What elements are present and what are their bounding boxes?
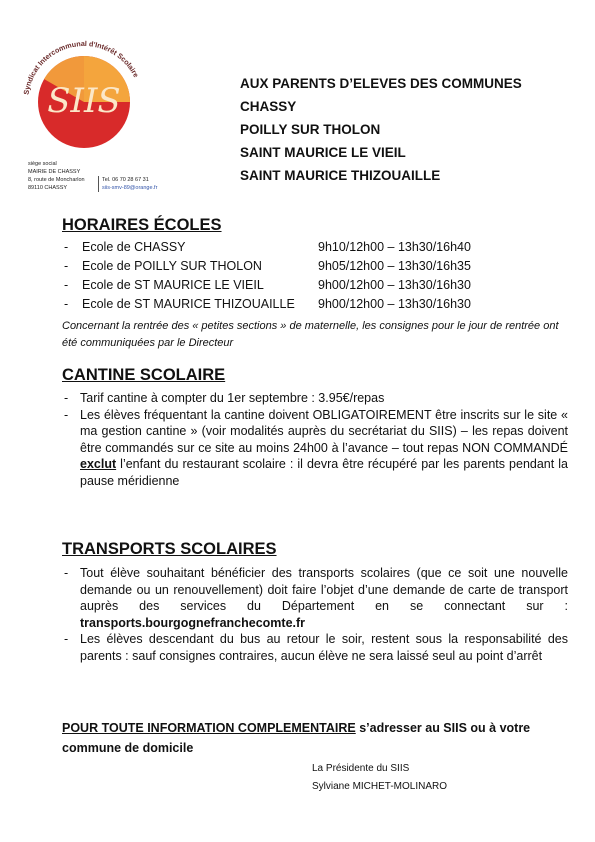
transports-list (60, 565, 568, 664)
logo-abbr: SIIS (47, 81, 121, 121)
info-line (62, 718, 572, 758)
horaires-heading: HORAIRES ÉCOLES (62, 216, 222, 234)
siege-label: siège social (28, 161, 57, 167)
signature-role: La Présidente du SIIS (312, 763, 410, 774)
siege-email[interactable]: siis-smv-89@orange.fr (102, 185, 158, 191)
siege-line2: 8, route de Moncharlon (28, 177, 85, 183)
info-rest: s’adresser au SIIS ou à votre commune de domicile (62, 721, 531, 755)
transports-link[interactable]: transports.bourgognefranchecomte.fr (80, 615, 306, 630)
commune-item: SAINT MAURICE THIZOUAILLE (240, 168, 441, 183)
signature-block (312, 760, 447, 796)
cantine-text-a: Les élèves fréquentant la cantine doivent OBLIGATOIREMENT être inscrits sur le site « ma gestion cantine » (voir modalités auprès du secrétariat du SIIS) – les repas doivent être commandés sur ce site au moins 24h00 à l’avance – tout repas NON COMMANDÉ (80, 407, 568, 455)
school-name: Ecole de ST MAURICE THIZOUAILLE (82, 297, 295, 311)
cantine-exclut: exclut (80, 457, 117, 471)
list-item: - Tarif cantine à compter du 1er septembre : 3.95€/repas (64, 391, 385, 405)
siege-contact (98, 176, 157, 192)
school-hours: 9h05/12h00 – 13h30/16h35 (318, 259, 471, 273)
letter-header (240, 72, 522, 187)
siis-logo (18, 36, 150, 168)
list-item: - Les élèves descendant du bus au retour le soir, restent sous la responsabilité des parents : sauf consignes contraires, aucun élève ne sera laissé seul au point d’arrêt (64, 632, 568, 663)
school-hours: 9h10/12h00 – 13h30/16h40 (318, 240, 471, 254)
siege-line3: 89110 CHASSY (28, 185, 68, 191)
cantine-text-b: l’enfant du restaurant scolaire : il devra être récupéré par les parents pendant la pause méridienne (80, 457, 568, 488)
school-name: Ecole de CHASSY (82, 240, 186, 254)
header-title: AUX PARENTS D’ELEVES DES COMMUNES (240, 76, 522, 91)
siege-tel: Tel. 06 70 28 67 31 (102, 177, 149, 183)
transports-text: Tout élève souhaitant bénéficier des transports scolaires (que ce soit une nouvelle demande ou un renouvellement) doit faire l’objet d’une demande de carte de transport auprès des services du Département en se connectant sur : (80, 566, 568, 613)
school-hours: 9h00/12h00 – 13h30/16h30 (318, 297, 471, 311)
cantine-list (60, 390, 568, 489)
signature-name: Sylviane MICHET-MOLINARO (312, 781, 448, 792)
cantine-heading: CANTINE SCOLAIRE (62, 366, 226, 384)
school-row: - Ecole de ST MAURICE THIZOUAILLE 9h00/12h00 – 13h30/16h30 (64, 297, 471, 311)
list-item: - Les élèves fréquentant la cantine doivent OBLIGATOIREMENT être inscrits sur le site « ma gestion cantine » (voir modalités auprès du secrétariat du SIIS) – les repas doivent être commandés sur ce site au moins 24h00 à l’avance – tout repas NON COMMANDÉ exclut l’enfant du restaurant scolaire : il devra être récupéré par les parents pendant la pause méridienne (64, 407, 568, 488)
transports-arret: Les élèves descendant du bus au retour le soir, restent sous la responsabilité des parents : sauf consignes contraires, aucun élève ne sera laissé seul au point d’arrêt (80, 632, 568, 663)
commune-item: SAINT MAURICE LE VIEIL (240, 145, 406, 160)
school-name: Ecole de ST MAURICE LE VIEIL (82, 278, 264, 292)
info-underlined: POUR TOUTE INFORMATION COMPLEMENTAIRE (62, 721, 356, 735)
cantine-tarif: Tarif cantine à compter du 1er septembre : 3.95€/repas (80, 391, 385, 405)
commune-item: CHASSY (240, 99, 297, 114)
rentree-note: Concernant la rentrée des « petites sections » de maternelle, les consignes pour le jour de rentrée ont été communiquées par le Directeur (62, 320, 559, 349)
siege-social (28, 160, 85, 192)
school-row: - Ecole de ST MAURICE LE VIEIL 9h00/12h00 – 13h30/16h30 (64, 278, 471, 292)
school-row: - Ecole de POILLY SUR THOLON 9h05/12h00 – 13h30/16h35 (64, 259, 471, 273)
school-name: Ecole de POILLY SUR THOLON (82, 259, 262, 273)
school-row: - Ecole de CHASSY 9h10/12h00 – 13h30/16h40 (64, 240, 471, 254)
logo-ring-text: Syndicat Intercommunal d'Intérêt Scolaire (21, 38, 141, 96)
transports-heading: TRANSPORTS SCOLAIRES (62, 540, 277, 558)
siege-line1: MAIRIE DE CHASSY (28, 169, 81, 175)
list-item: - Tout élève souhaitant bénéficier des transports scolaires (que ce soit une nouvelle demande ou un renouvellement) doit faire l’objet d’une demande de carte de transport auprès des services du Département en se connectant sur : transports.bourgognefranchecomte.fr (64, 566, 568, 630)
school-hours: 9h00/12h00 – 13h30/16h30 (318, 278, 471, 292)
commune-item: POILLY SUR THOLON (240, 122, 381, 137)
